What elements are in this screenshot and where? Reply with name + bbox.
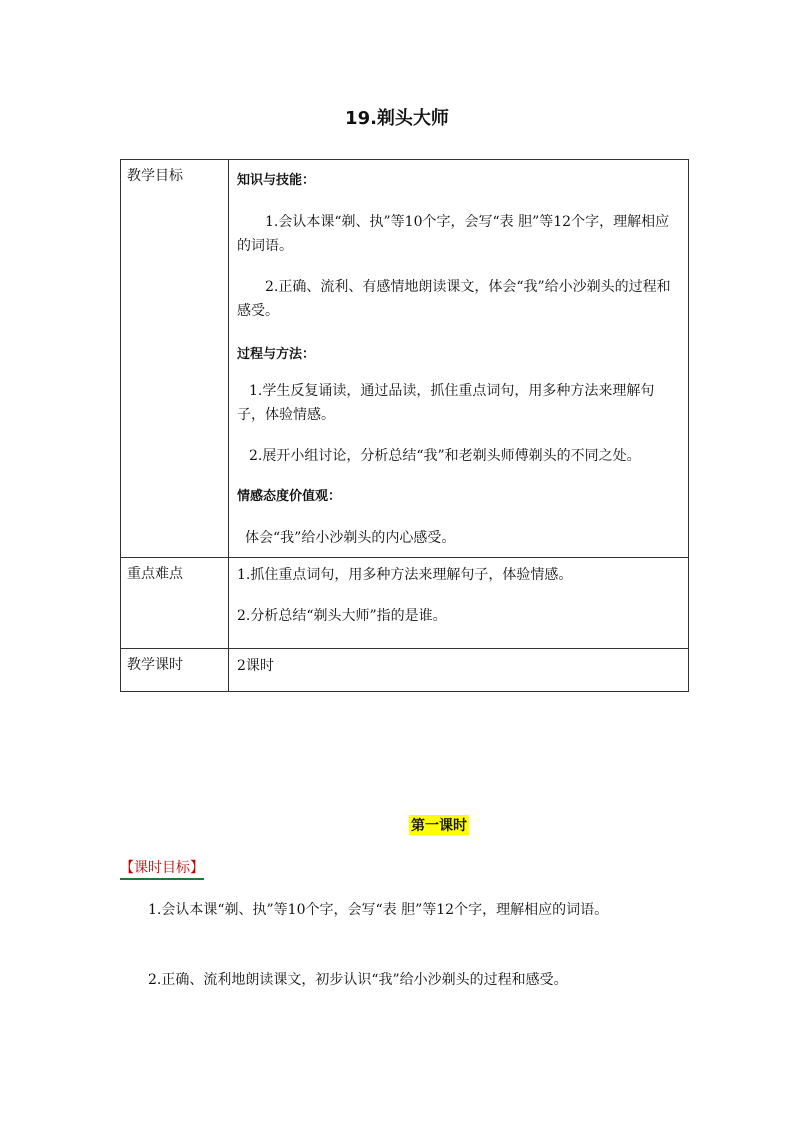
page-title: 19.剃头大师 (345, 108, 449, 129)
lesson-goal-2: 2.正确、流利地朗读课文，初步认识“我”给小沙剃头的过程和感受。 (148, 972, 568, 988)
emotion-heading: 情感态度价值观： (237, 489, 342, 504)
emotion-item-1: 体会“我”给小沙剃头的内心感受。 (245, 530, 456, 546)
process-heading: 过程与方法： (237, 347, 316, 362)
knowledge-heading: 知识与技能： (237, 173, 316, 188)
process-item-1: 1.学生反复诵读，通过品读，抓住重点词句，用多种方法来理解句子，体验情感。 (237, 383, 655, 423)
objectives-content (229, 160, 689, 558)
table-row-objectives (121, 160, 689, 558)
lesson-goals-tag: 【课时目标】 (120, 857, 204, 880)
key-points-label: 重点难点 (121, 558, 229, 649)
lesson-goal-1: 1.会认本课“剃、执”等10个字，会写“表 胆”等12个字，理解相应的词语。 (148, 902, 609, 918)
key-points-content (229, 558, 689, 649)
knowledge-item-2: 2.正确、流利、有感情地朗读课文，体会“我”给小沙剃头的过程和感受。 (237, 279, 671, 319)
key-point-2: 2.分析总结“剃头大师”指的是谁。 (237, 608, 447, 624)
periods-label: 教学课时 (121, 649, 229, 692)
table-row-key-points (121, 558, 689, 649)
lesson-plan-table (120, 159, 689, 692)
section-heading: 第一课时 (409, 815, 469, 835)
periods-value (229, 649, 689, 692)
knowledge-item-1: 1.会认本课“剃、执”等10个字，会写“表 胆”等12个字，理解相应的词语。 (237, 214, 670, 254)
key-point-1: 1.抓住重点词句，用多种方法来理解句子，体验情感。 (237, 567, 573, 583)
table-row-periods (121, 649, 689, 692)
objectives-label: 教学目标 (121, 160, 229, 558)
periods-text: 2课时 (237, 658, 274, 674)
process-item-2: 2.展开小组讨论，分析总结“我”和老剃头师傅剃头的不同之处。 (249, 448, 641, 464)
